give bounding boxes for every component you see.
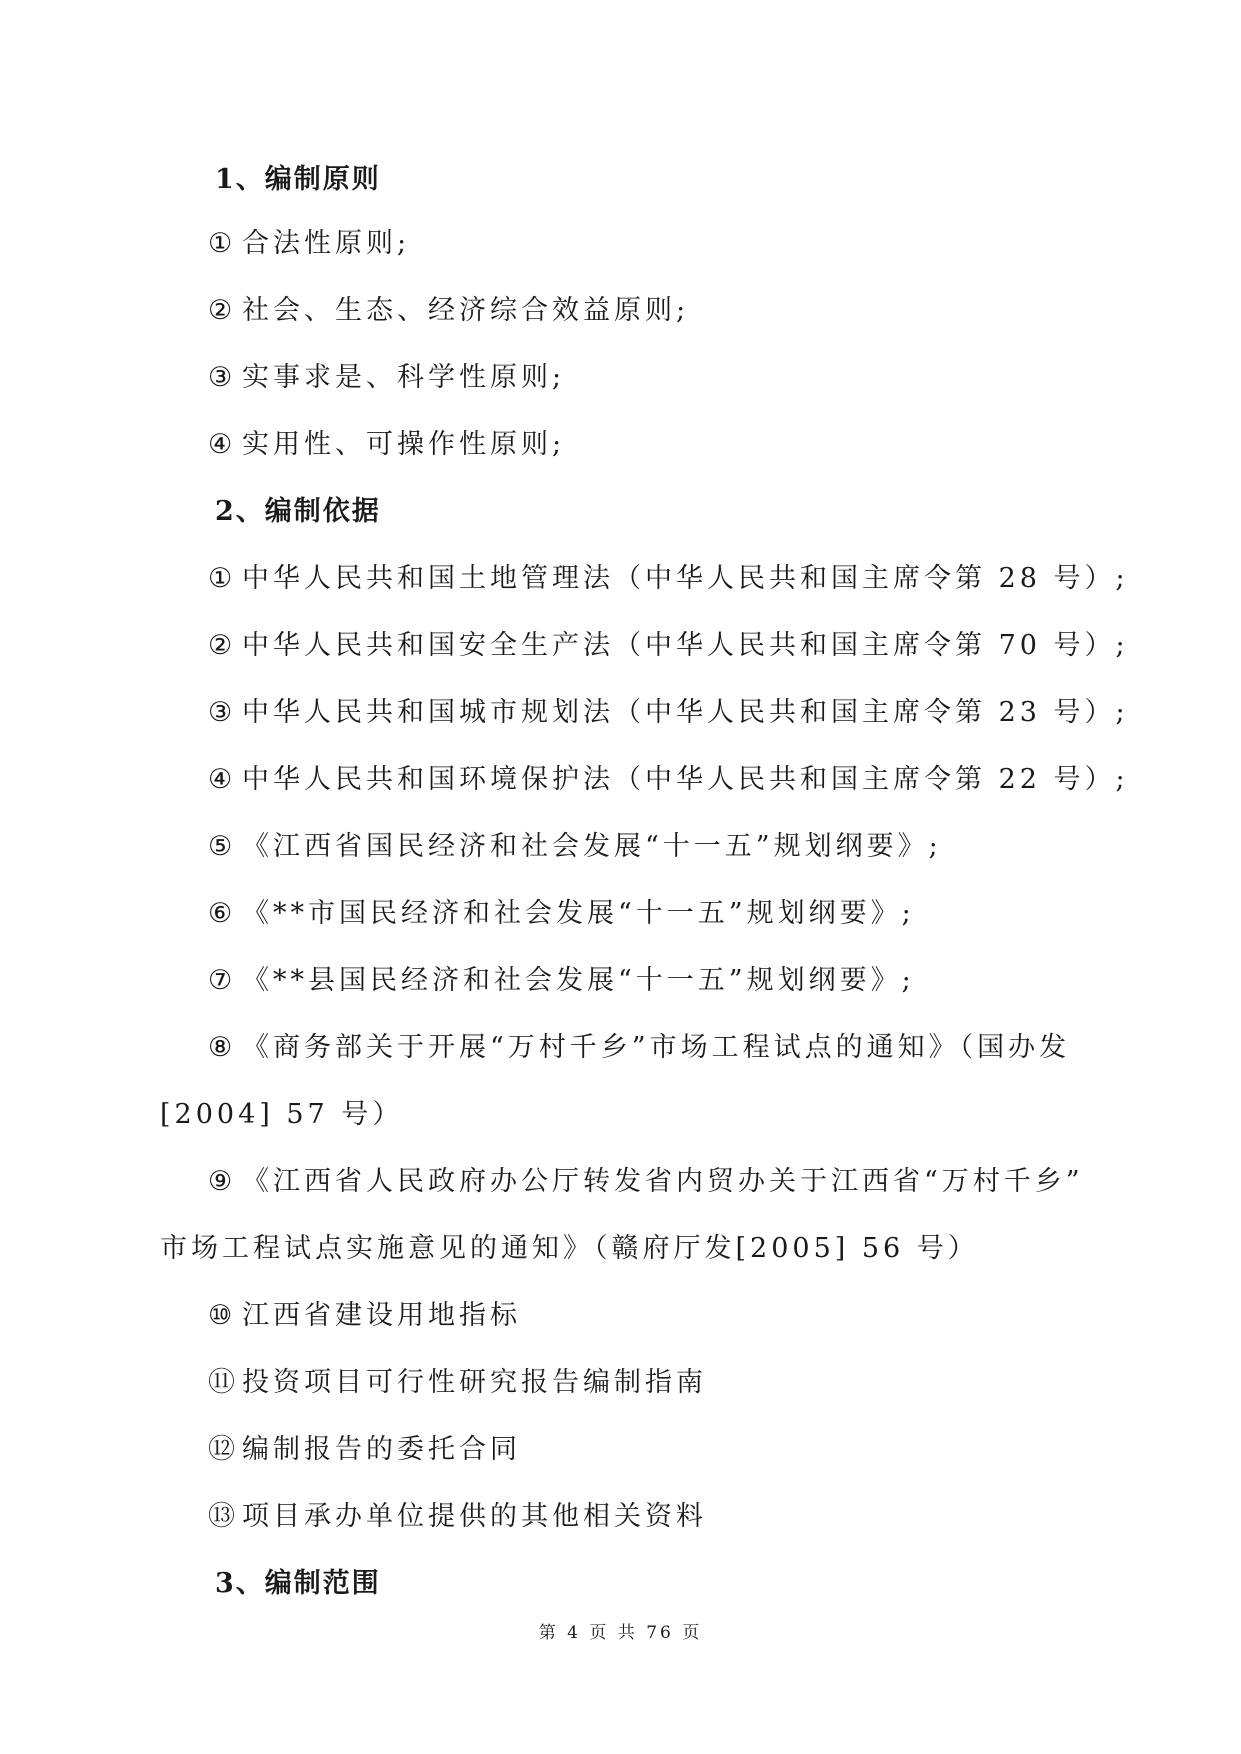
list-item: [208, 427, 565, 463]
item-marker: ⑪: [208, 1367, 239, 1398]
list-item: [208, 628, 1129, 664]
list-item-continuation: 市场工程试点实施意见的通知》（赣府厅发[2005] 56 号）: [160, 1233, 979, 1264]
item-text: 投资项目可行性研究报告编制指南: [242, 1367, 707, 1398]
item-text: 中华人民共和国城市规划法（中华人民共和国主席令第 23 号）;: [242, 697, 1129, 728]
section-heading: 3、编制范围: [215, 1568, 381, 1599]
item-marker: ⑤: [208, 831, 237, 862]
item-marker: ①: [208, 228, 237, 259]
item-text: 《**县国民经济和社会发展“十一五”规划纲要》;: [242, 965, 915, 996]
item-marker: ④: [208, 429, 237, 460]
item-text: 《江西省人民政府办公厅转发省内贸办关于江西省“万村千乡”: [242, 1166, 1084, 1197]
list-item: [208, 1298, 521, 1334]
item-marker: ⑥: [208, 898, 237, 929]
list-item: [208, 829, 942, 865]
section-heading: 2、编制依据: [215, 496, 381, 527]
item-marker: ⑦: [208, 965, 237, 996]
item-text: 中华人民共和国环境保护法（中华人民共和国主席令第 22 号）;: [242, 764, 1129, 795]
list-item: [208, 1499, 707, 1535]
item-marker: ①: [208, 563, 237, 594]
item-marker: ⑧: [208, 1032, 237, 1063]
section-heading: 1、编制原则: [215, 164, 381, 195]
list-item: [208, 360, 565, 396]
item-text: 《商务部关于开展“万村千乡”市场工程试点的通知》（国办发: [242, 1032, 1071, 1063]
item-marker: ⑩: [208, 1300, 237, 1331]
item-marker: ②: [208, 295, 237, 326]
item-text: 实用性、可操作性原则;: [242, 429, 566, 460]
item-marker: ③: [208, 362, 237, 393]
item-text: 江西省建设用地指标: [242, 1300, 521, 1331]
page-number-footer: 第 4 页 共 76 页: [538, 1623, 703, 1643]
item-text: 中华人民共和国土地管理法（中华人民共和国主席令第 28 号）;: [242, 563, 1129, 594]
item-marker: ⑬: [208, 1501, 239, 1532]
list-item: [208, 762, 1129, 798]
item-marker: ④: [208, 764, 237, 795]
item-text: 社会、生态、经济综合效益原则;: [242, 295, 690, 326]
list-item: [208, 1164, 1084, 1200]
list-item: [208, 695, 1129, 731]
item-text: 中华人民共和国安全生产法（中华人民共和国主席令第 70 号）;: [242, 630, 1129, 661]
list-item: [208, 226, 410, 262]
item-text: 《江西省国民经济和社会发展“十一五”规划纲要》;: [242, 831, 942, 862]
list-item: [208, 1432, 521, 1468]
list-item: [208, 561, 1129, 597]
item-text: 项目承办单位提供的其他相关资料: [242, 1501, 707, 1532]
item-text: 《**市国民经济和社会发展“十一五”规划纲要》;: [242, 898, 915, 929]
item-text: 合法性原则;: [242, 228, 411, 259]
item-marker: ⑫: [208, 1434, 239, 1465]
item-marker: ③: [208, 697, 237, 728]
item-marker: ②: [208, 630, 237, 661]
list-item: [208, 1365, 707, 1401]
item-text: 编制报告的委托合同: [242, 1434, 521, 1465]
list-item: [208, 293, 689, 329]
list-item: [208, 1030, 1070, 1066]
item-marker: ⑨: [208, 1166, 237, 1197]
list-item: [208, 896, 915, 932]
item-text: 实事求是、科学性原则;: [242, 362, 566, 393]
list-item: [208, 963, 915, 999]
list-item-continuation: [2004] 57 号）: [160, 1099, 404, 1130]
